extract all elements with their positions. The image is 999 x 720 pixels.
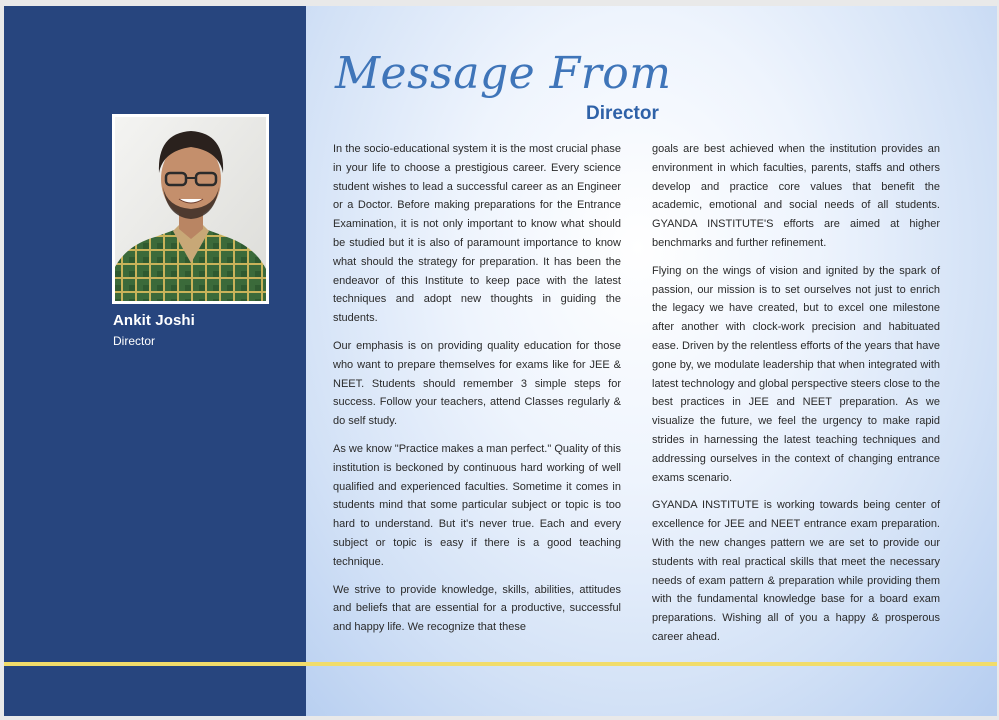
director-photo <box>115 117 266 301</box>
paragraph: Our emphasis is on providing quality education for those who want to prepare themselves for exams like for JEE & NEET. Students should remember 3 simple steps for success. Follow your teachers, attend Classes regularly & do self study. <box>333 339 621 428</box>
paragraph: GYANDA INSTITUTE is working towards being center of excellence for JEE and NEET entrance exam preparation. With the new changes pattern we are set to provide our students with real practical skills that meet the necessary needs of exam pattern & preparation while providing them with the fundamental knowledge base for a board exam preparations. Wishing all of you a happy & prosperous career ahead. <box>652 499 940 643</box>
sidebar-panel <box>4 6 306 716</box>
paragraph: goals are best achieved when the institution provides an environment in which faculties, parents, staffs and others develop and practice core values that benefit the academic, emotional and social needs of all students. GYANDA INSTITUTE'S efforts are aimed at higher benchmarks and further refinement. <box>652 143 940 249</box>
director-name: Ankit Joshi <box>113 312 195 329</box>
page-subtitle: Director <box>586 103 659 124</box>
page-title: Message From <box>335 48 672 99</box>
paragraph: As we know "Practice makes a man perfect." Quality of this institution is beckoned by continuous hard working of well qualified and experienced faculties. Sometime it comes in students mind that some particular subject or topic is too hard to understand. But it's never true. Each and every subject or topic is easy if there is a good teaching technique. <box>333 442 621 568</box>
message-column-left <box>333 140 621 646</box>
director-photo-frame <box>112 114 269 304</box>
message-column-right <box>652 140 940 656</box>
director-role: Director <box>113 334 156 348</box>
paragraph: We strive to provide knowledge, skills, abilities, attitudes and beliefs that are essential for a productive, successful and happy life. We recognize that these <box>333 583 621 634</box>
accent-line <box>4 662 997 666</box>
paragraph: In the socio-educational system it is the most crucial phase in your life to choose a prestigious career. Every science student wishes to lead a successful career as an Engineer or a Doctor. Before making preparations for the Entrance Examination, it is not only important to know what should be studied but it is also of paramount importance to know what should the strategy for preparation. It has been the endeavor of this Institute to keep pace with the latest techniques and adopt new thoughts in guiding the students. <box>333 143 621 325</box>
paragraph: Flying on the wings of vision and ignited by the spark of passion, our mission is to set ourselves not just to enrich the legacy we have created, but to excel one milestone after another with clock-work precision and habituated ease. Driven by the relentless efforts of the years that have gone by, we modulate leadership that when integrated with latest technology and global perspective steers close to the best practices in JEE and NEET preparation. As we visualize the future, we feel the urgency to make rapid strides in harnessing the latest teaching techniques and addressing ourselves in the context of changing entrance exams scenario. <box>652 264 941 484</box>
